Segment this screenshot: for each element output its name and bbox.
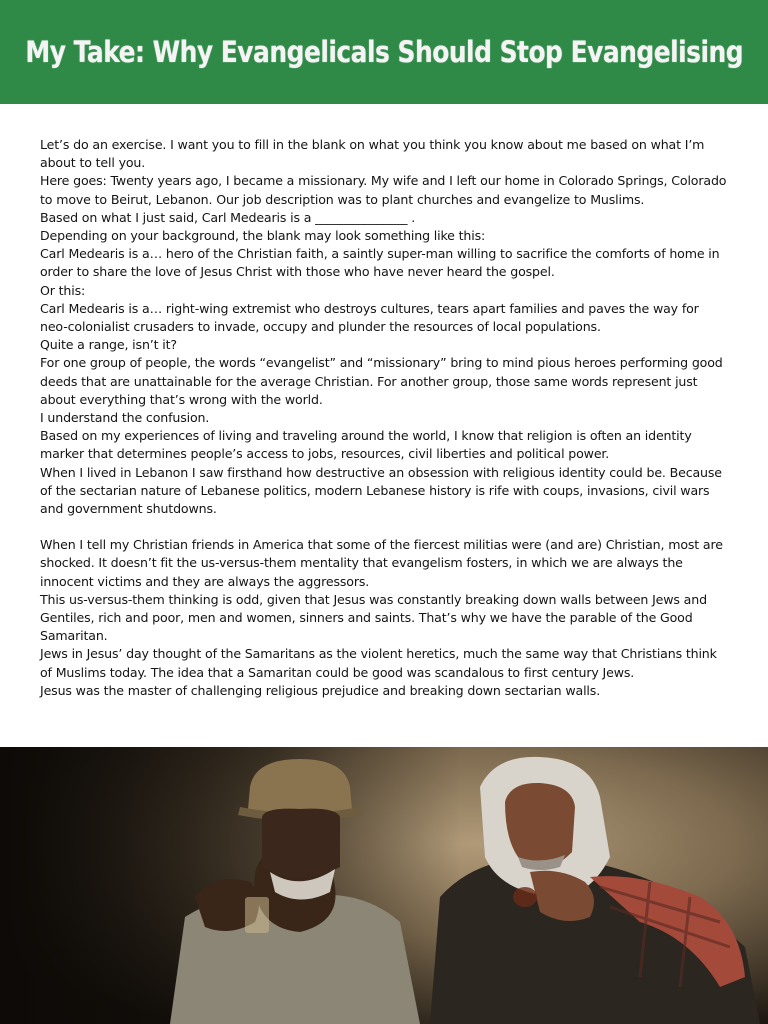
paragraph: Based on my experiences of living and traveling around the world, I know that religion is often an identity marker that determines people’s access to jobs, resources, civil liberties and political power.	[40, 428, 692, 462]
paragraph: Let’s do an exercise. I want you to fill in the blank on what you think you know about me based on what I’m about to tell you.	[40, 137, 705, 171]
paragraph: Depending on your background, the blank may look something like this:	[40, 228, 486, 244]
paragraph: Here goes: Twenty years ago, I became a missionary. My wife and I left our home in Colorado Springs, Colorado to move to Beirut, Lebanon. Our job description was to plant churches and evangelize to Muslims.	[40, 173, 727, 207]
title-banner	[0, 0, 768, 104]
page-title: My Take: Why Evangelicals Should Stop Evangelising	[25, 35, 743, 69]
paragraph: When I tell my Christian friends in America that some of the fiercest militias were (and are) Christian, most are shocked. It doesn’t fit the us-versus-them mentality that evangelism fosters, in which we are always the innocent victims and they are always the aggressors.	[40, 537, 723, 589]
paragraph: Jesus was the master of challenging religious prejudice and breaking down sectarian walls.	[40, 682, 601, 698]
paragraph: This us-versus-them thinking is odd, given that Jesus was constantly breaking down walls between Jews and Gentiles, rich and poor, men and women, sinners and saints. That’s why we have the parable of the Good Samaritan.	[40, 591, 707, 644]
paragraph: Based on what I just said, Carl Medearis is a _______________ .	[40, 209, 416, 225]
paragraph: When I lived in Lebanon I saw firsthand how destructive an obsession with religious identity could be. Because of the sectarian nature of Lebanese politics, modern Lebanese history is rife with coups, invasions, civil wars and government shutdowns.	[40, 464, 722, 517]
article-photo	[0, 747, 768, 1024]
paragraph: I understand the confusion.	[40, 410, 210, 426]
paragraph: Jews in Jesus’ day thought of the Samaritans as the violent heretics, much the same way that Christians think of Muslims today. The idea that a Samaritan could be good was scandalous to first century Jews.	[40, 646, 717, 680]
photo-illustration	[0, 747, 768, 1024]
paragraph: For one group of people, the words “evangelist” and “missionary” bring to mind pious heroes performing good deeds that are unattainable for the average Christian. For another group, those same words represent just about everything that’s wrong with the world.	[40, 355, 723, 407]
paragraph: Quite a range, isn’t it?	[40, 337, 177, 353]
paragraph: Carl Medearis is a… hero of the Christian faith, a saintly super-man willing to sacrifice the comforts of home in order to share the love of Jesus Christ with those who have never heard the gospel.	[40, 246, 720, 280]
paragraph: Or this:	[40, 282, 86, 298]
article-body	[40, 136, 730, 700]
paragraph: Carl Medearis is a… right-wing extremist who destroys cultures, tears apart families and paves the way for neo-colonialist crusaders to invade, occupy and plunder the resources of local populations.	[40, 300, 699, 335]
